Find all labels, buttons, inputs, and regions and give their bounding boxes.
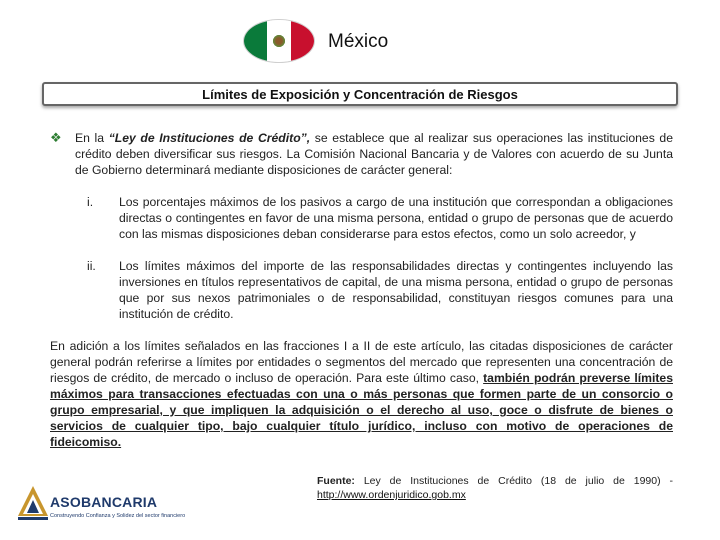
- item-number: ii.: [87, 259, 96, 273]
- intro-text: [75, 130, 673, 178]
- item-text: Los límites máximos del importe de las responsabilidades directas y contingentes incluyendo las inversiones en títulos representativos de capital, de una misma persona, entidad o grupo de personas que por sus nexos patrimoniales o de responsabilidad, constituyan riesgos comunes para una institución de crédito.: [119, 259, 673, 321]
- item-number: i.: [87, 195, 94, 209]
- mexico-flag-icon: [244, 20, 314, 62]
- intro-bullet: [50, 130, 673, 178]
- logo-brand: ASOBANCARIA: [50, 494, 158, 510]
- numbered-list: [87, 194, 673, 322]
- paragraph-emphasis: también podrán preverse límites máximos para transacciones efectuadas con una o más personas que formen parte de un consorcio o grupo empresarial, y que impliquen la adquisición o el derecho al uso, goce o disfrute de bienes o servicios de cualquier tipo, bajo cualquier título jurídico, incluso con motivo de operaciones de fideicomiso.: [50, 371, 673, 449]
- section-title: Límites de Exposición y Concentración de Riesgos: [202, 86, 518, 102]
- item-text: Los porcentajes máximos de los pasivos a cargo de una institución que correspondan a obligaciones directas o contingentes en favor de una misma persona, entidad o grupo de personas que de acuerdo con las mismas disposiciones deban considerarse para estos efectos, como un solo acreedor, y: [119, 195, 673, 241]
- source-label: Fuente:: [317, 475, 355, 487]
- country-title: México: [328, 31, 389, 52]
- main-content: [50, 130, 673, 450]
- section-banner: [42, 82, 678, 106]
- asobancaria-logo: [4, 478, 186, 536]
- paragraph-text: En adición a los límites señalados en las fracciones I a II de este artículo, las citadas disposiciones de carácter general podrán referirse a límites por entidades o segmentos del mercado que representen una concentración de riesgos de crédito, de mercado o incluso de operación. Para este último caso,: [50, 339, 673, 385]
- intro-post: se establece que al realizar sus operaciones las instituciones de crédito deben diversificar sus riesgos. La Comisión Nacional Bancaria y de Valores con acuerdo de su Junta de Gobierno determinará mediante disposiciones de carácter general:: [75, 131, 673, 177]
- list-item: [87, 258, 673, 322]
- list-item: [87, 194, 673, 242]
- logo-tagline: Construyendo Confianza y Solidez del sector financiero: [50, 513, 186, 519]
- law-name: “Ley de Instituciones de Crédito”,: [108, 131, 311, 145]
- source-text: Ley de Instituciones de Crédito (18 de julio de 1990) -: [354, 475, 673, 487]
- source-link[interactable]: http://www.ordenjuridico.gob.mx: [317, 489, 466, 501]
- source-note: [317, 474, 673, 502]
- diamond-bullet-icon: ❖: [50, 130, 62, 145]
- intro-pre: En la: [75, 131, 109, 145]
- asobancaria-logo-icon: [18, 486, 48, 522]
- addition-paragraph: [50, 338, 673, 450]
